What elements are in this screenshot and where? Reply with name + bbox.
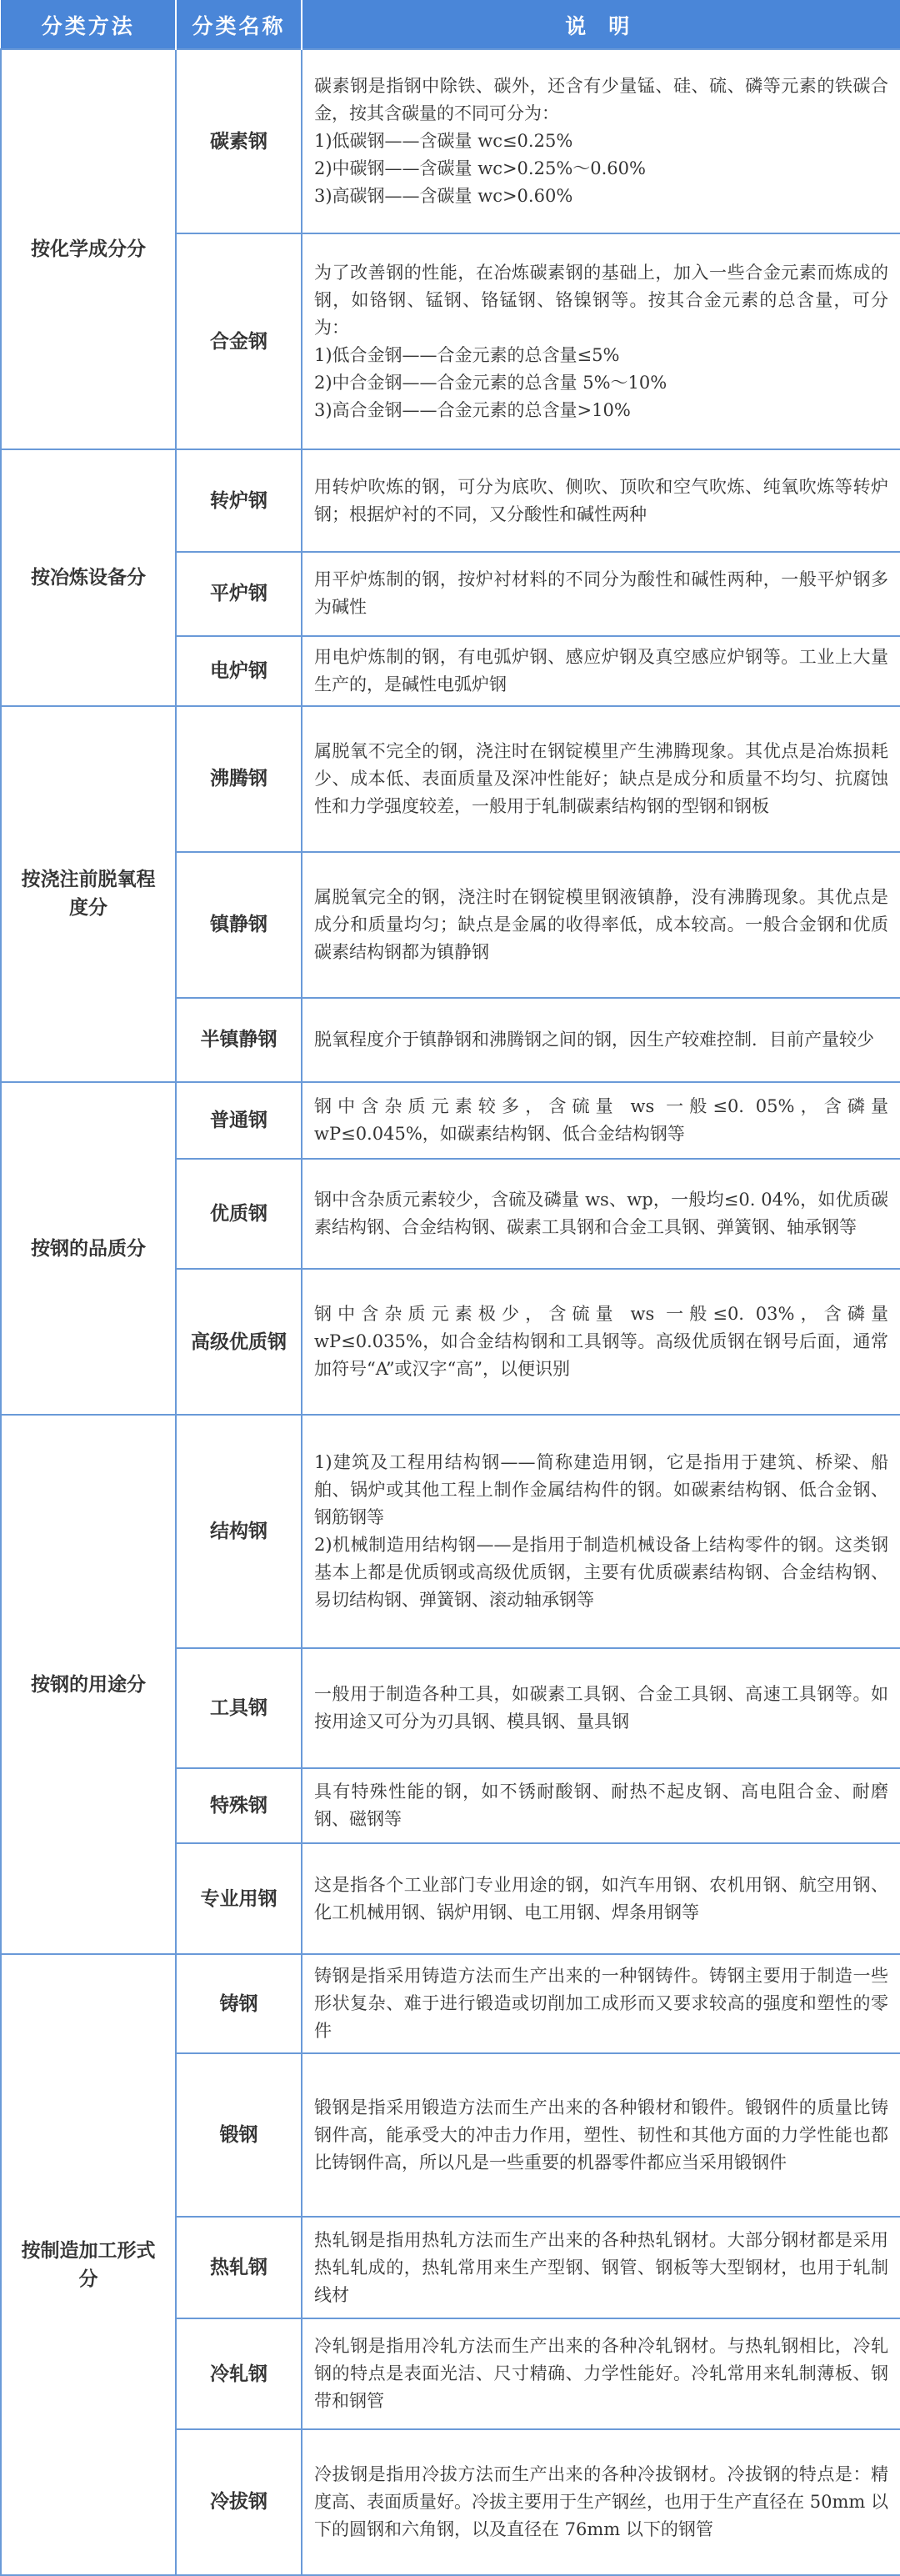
classification-method: 按制造加工形式分 bbox=[1, 1954, 176, 2575]
classification-name: 碳素钢 bbox=[176, 49, 302, 233]
description-line: 属脱氧不完全的钢，浇注时在钢锭模里产生沸腾现象。其优点是冶炼损耗少、成本低、表面质量及深冲性能好；缺点是成分和质量不均匀、抗腐蚀性和力学强度较差，一般用于轧制碳素结构钢的型钢和钢板 bbox=[314, 740, 888, 816]
classification-description bbox=[302, 2318, 900, 2429]
classification-name: 合金钢 bbox=[176, 233, 302, 449]
classification-method: 按钢的品质分 bbox=[1, 1082, 176, 1415]
classification-description bbox=[302, 636, 900, 706]
description-line: 锻钢是指采用锻造方法而生产出来的各种锻材和锻件。锻钢件的质量比铸钢件高，能承受大的冲击力作用，塑性、韧性和其他方面的力学性能也都比铸钢件高，所以凡是一些重要的机器零件都应当采用锻钢件 bbox=[314, 2097, 888, 2173]
description-line: 属脱氧完全的钢，浇注时在钢锭模里钢液镇静，没有沸腾现象。其优点是成分和质量均匀；缺点是金属的收得率低，成本较高。一般合金钢和优质碳素结构钢都为镇静钢 bbox=[314, 886, 888, 962]
description-line: 这是指各个工业部门专业用途的钢，如汽车用钢、农机用钢、航空用钢、化工机械用钢、锅炉用钢、电工用钢、焊条用钢等 bbox=[314, 1874, 888, 1922]
classification-name: 转炉钢 bbox=[176, 449, 302, 551]
description-line: 钢中含杂质元素较少，含硫及磷量 ws、wp，一般均≤0. 04%，如优质碳素结构钢、合金结构钢、碳素工具钢和合金工具钢、弹簧钢、轴承钢等 bbox=[314, 1189, 888, 1237]
description-line: 脱氧程度介于镇静钢和沸腾钢之间的钢，因生产较难控制．目前产量较少 bbox=[314, 1029, 874, 1050]
description-line: 铸钢是指采用铸造方法而生产出来的一种钢铸件。铸钢主要用于制造一些形状复杂、难于进行锻造或切削加工成形而又要求较高的强度和塑性的零件 bbox=[314, 1966, 888, 2042]
table-row bbox=[1, 449, 900, 551]
description-line: 冷拔钢是指用冷拔方法而生产出来的各种冷拔钢材。冷拔钢的特点是：精度高、表面质量好。冷拔主要用于生产钢丝，也用于生产直径在 50mm 以下的圆钢和六角钢，以及直径在 76mm 以下的钢管 bbox=[314, 2463, 888, 2539]
classification-description bbox=[302, 552, 900, 636]
table-row bbox=[1, 49, 900, 233]
classification-description bbox=[302, 2217, 900, 2318]
classification-name: 冷轧钢 bbox=[176, 2318, 302, 2429]
description-line: 碳素钢是指钢中除铁、碳外，还含有少量锰、硅、硫、磷等元素的铁碳合金，按其含碳量的不同可分为： bbox=[314, 76, 888, 124]
description-line: 2)机械制造用结构钢——是指用于制造机械设备上结构零件的钢。这类钢基本上都是优质钢或高级优质钢，主要有优质碳素结构钢、合金结构钢、易切结构钢、弹簧钢、滚动轴承钢等 bbox=[314, 1535, 888, 1611]
description-line: 具有特殊性能的钢，如不锈耐酸钢、耐热不起皮钢、高电阻合金、耐磨钢、磁钢等 bbox=[314, 1781, 888, 1829]
classification-description bbox=[302, 1269, 900, 1415]
description-line: 2)中合金钢——合金元素的总含量 5%～10% bbox=[314, 372, 668, 393]
description-line: 3)高碳钢——含碳量 wc>0.60% bbox=[314, 186, 573, 207]
description-line: 2)中碳钢——含碳量 wc>0.25%～0.60% bbox=[314, 158, 646, 179]
header-desc: 说 明 bbox=[302, 1, 900, 50]
classification-name: 锻钢 bbox=[176, 2053, 302, 2217]
header-row bbox=[1, 1, 900, 50]
description-line: 冷轧钢是指用冷轧方法而生产出来的各种冷轧钢材。与热轧钢相比，冷轧钢的特点是表面光洁、尺寸精确、力学性能好。冷轧常用来轧制薄板、钢带和钢管 bbox=[314, 2336, 888, 2412]
classification-description bbox=[302, 1415, 900, 1648]
classification-description bbox=[302, 2053, 900, 2217]
description-line: 用平炉炼制的钢，按炉衬材料的不同分为酸性和碱性两种，一般平炉钢多为碱性 bbox=[314, 569, 888, 618]
classification-description bbox=[302, 1082, 900, 1159]
classification-name: 半镇静钢 bbox=[176, 998, 302, 1082]
classification-description bbox=[302, 449, 900, 551]
classification-name: 结构钢 bbox=[176, 1415, 302, 1648]
description-line: 为了改善钢的性能，在冶炼碳素钢的基础上，加入一些合金元素而炼成的钢，如铬钢、锰钢、铬锰钢、铬镍钢等。按其合金元素的总含量，可分为： bbox=[314, 262, 888, 338]
classification-name: 专业用钢 bbox=[176, 1843, 302, 1954]
classification-name: 普通钢 bbox=[176, 1082, 302, 1159]
classification-name: 工具钢 bbox=[176, 1648, 302, 1767]
classification-method: 按化学成分分 bbox=[1, 49, 176, 449]
classification-description bbox=[302, 852, 900, 998]
classification-description bbox=[302, 1159, 900, 1270]
classification-method: 按冶炼设备分 bbox=[1, 449, 176, 706]
classification-description bbox=[302, 1954, 900, 2053]
table-row bbox=[1, 1415, 900, 1648]
table-row bbox=[1, 1082, 900, 1159]
classification-description bbox=[302, 49, 900, 233]
classification-description bbox=[302, 1768, 900, 1844]
description-line: 钢中含杂质元素较多，含硫量 ws 一般≤0. 05%，含磷量 wP≤0.045%，如碳素结构钢、低合金结构钢等 bbox=[314, 1095, 888, 1144]
classification-description bbox=[302, 233, 900, 449]
header-method: 分类方法 bbox=[1, 1, 176, 50]
classification-name: 铸钢 bbox=[176, 1954, 302, 2053]
classification-description bbox=[302, 2429, 900, 2575]
classification-name: 平炉钢 bbox=[176, 552, 302, 636]
description-line: 用电炉炼制的钢，有电弧炉钢、感应炉钢及真空感应炉钢等。工业上大量生产的，是碱性电弧炉钢 bbox=[314, 646, 888, 694]
table-row bbox=[1, 1954, 900, 2053]
classification-name: 电炉钢 bbox=[176, 636, 302, 706]
description-line: 热轧钢是指用热轧方法而生产出来的各种热轧钢材。大部分钢材都是采用热轧轧成的，热轧常用来生产型钢、钢管、钢板等大型钢材，也用于轧制线材 bbox=[314, 2229, 888, 2305]
classification-name: 镇静钢 bbox=[176, 852, 302, 998]
description-line: 一般用于制造各种工具，如碳素工具钢、合金工具钢、高速工具钢等。如按用途又可分为刃具钢、模具钢、量具钢 bbox=[314, 1684, 888, 1732]
description-line: 用转炉吹炼的钢，可分为底吹、侧吹、顶吹和空气吹炼、纯氧吹炼等转炉钢；根据炉衬的不同，又分酸性和碱性两种 bbox=[314, 476, 888, 524]
classification-name: 热轧钢 bbox=[176, 2217, 302, 2318]
classification-method: 按钢的用途分 bbox=[1, 1415, 176, 1954]
table-row bbox=[1, 706, 900, 852]
table-body bbox=[1, 49, 900, 2575]
classification-method: 按浇注前脱氧程度分 bbox=[1, 706, 176, 1082]
classification-description bbox=[302, 1843, 900, 1954]
description-line: 1)低碳钢——含碳量 wc≤0.25% bbox=[314, 131, 573, 152]
description-line: 1)低合金钢——合金元素的总含量≤5% bbox=[314, 344, 620, 365]
classification-description bbox=[302, 998, 900, 1082]
classification-name: 优质钢 bbox=[176, 1159, 302, 1270]
header-name: 分类名称 bbox=[176, 1, 302, 50]
classification-name: 沸腾钢 bbox=[176, 706, 302, 852]
description-line: 1)建筑及工程用结构钢——简称建造用钢，它是指用于建筑、桥梁、船舶、锅炉或其他工程上制作金属结构件的钢。如碳素结构钢、低合金钢、钢筋钢等 bbox=[314, 1452, 888, 1528]
classification-name: 冷拔钢 bbox=[176, 2429, 302, 2575]
description-line: 钢中含杂质元素极少，含硫量 ws 一般≤0. 03%，含磷量 wP≤0.035%，如合金结构钢和工具钢等。高级优质钢在钢号后面，通常加符号“A”或汉字“高”，以便识别 bbox=[314, 1304, 888, 1380]
classification-description bbox=[302, 706, 900, 852]
description-line: 3)高合金钢——合金元素的总含量>10% bbox=[314, 399, 631, 420]
classification-description bbox=[302, 1648, 900, 1767]
classification-name: 高级优质钢 bbox=[176, 1269, 302, 1415]
classification-name: 特殊钢 bbox=[176, 1768, 302, 1844]
